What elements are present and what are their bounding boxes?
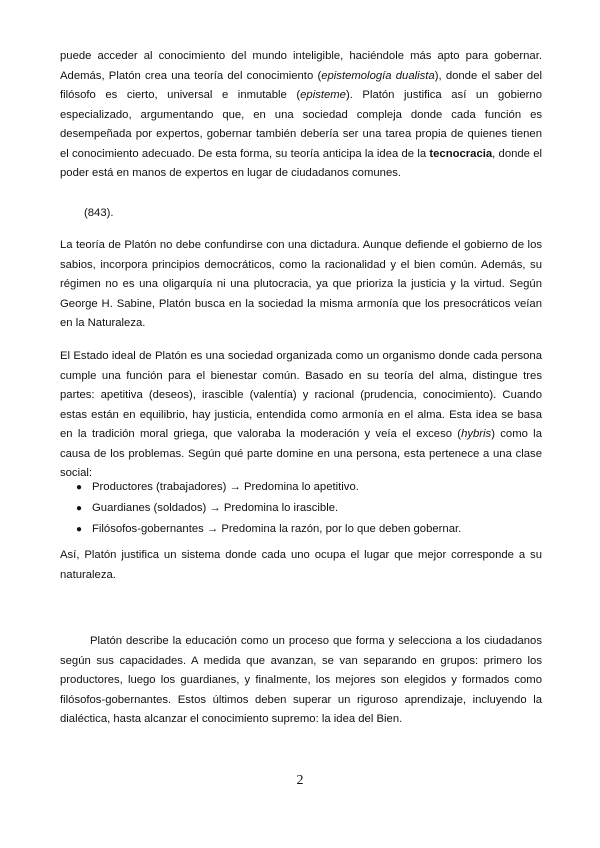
- page-number: 2: [296, 773, 304, 788]
- social-classes-list: [60, 477, 542, 540]
- p1-text-b: ), donde el saber del filósofo es cierto, universal e inmutable (: [60, 69, 543, 101]
- p1-text-a: puede acceder al conocimiento del mundo inteligible, haciéndole más apto para gobernar. Además, Platón crea una teoría del conocimiento (: [60, 50, 542, 82]
- list-item: ● Productores (trabajadores) → Predomina lo apetitivo.: [60, 477, 542, 498]
- list-item: ● Guardianes (soldados) → Predomina lo irascible.: [60, 498, 542, 519]
- paragraph-estado-ideal: [60, 347, 542, 484]
- paragraph-no-dictadura: La teoría de Platón no debe confundirse con una dictadura. Aunque defiende el gobierno de los sabios, incorpora principios democráticos, como la racionalidad y el bien común. Además, su régimen no es una oligarquía ni una plutocracia, ya que prioriza la justicia y la virtud. Según George H. Sabine, Platón busca en la sociedad la misma armonía que los presocráticos veían en la Naturaleza.: [60, 239, 542, 329]
- citation: (843).: [84, 207, 114, 219]
- list-item: ● Filósofos-gobernantes → Predomina la razón, por lo que deben gobernar.: [60, 519, 542, 540]
- p1-emphasis-epistemologia: epistemología dualista: [321, 69, 435, 82]
- bullet-icon: ●: [76, 524, 83, 535]
- bullet-icon: ●: [76, 482, 83, 493]
- p1-strong-tecnocracia: tecnocracia: [429, 147, 493, 160]
- paragraph-educacion: Platón describe la educación como un proceso que forma y selecciona a los ciudadanos según sus capacidades. A medida que avanzan, se van separando en grupos: primero los productores, luego los guardianes, y finalmente, los mejores son elegidos y formados como filósofos-gobernantes. Estos últimos deben superar un riguroso aprendizaje, incluyendo la dialéctica, hasta alcanzar el conocimiento supremo: la idea del Bien.: [60, 635, 542, 725]
- paragraph-conclusion: Así, Platón justifica un sistema donde cada uno ocupa el lugar que mejor corresponde a su naturaleza.: [60, 549, 542, 581]
- bullet-icon: ●: [76, 503, 83, 514]
- p1-text-c: ). Platón justifica así un gobierno especializado, argumentando que, en una sociedad compleja donde cada función es desempeñada por expertos, gobernar también debería ser una tarea propia de quienes tienen el conocimiento adecuado. De esta forma, su teoría anticipa la idea de la: [60, 89, 542, 160]
- p1-text-d: , donde el poder está en manos de expertos en lugar de ciudadanos comunes.: [60, 147, 543, 179]
- paragraph-tecnocracia: [60, 47, 542, 184]
- p1-emphasis-episteme: episteme: [300, 89, 346, 101]
- p3-text-a: El Estado ideal de Platón es una sociedad organizada como un organismo donde cada persona cumple una función para el bienestar común. Basado en su teoría del alma, distingue tres partes: apetitiva (deseos), irascible (valentía) y racional (prudencia, conocimiento). Cuando estas están en equilibrio, hay justicia, entendida como armonía en el alma. Esta idea se basa en la tradición moral griega, que valoraba la moderación y veía el exceso (: [60, 350, 542, 440]
- p3-emphasis-hybris: hybris: [461, 428, 492, 440]
- p3-text-b: ) como la causa de los problemas. Según qué parte domine en una persona, esta pertenece a una clase social:: [60, 428, 542, 479]
